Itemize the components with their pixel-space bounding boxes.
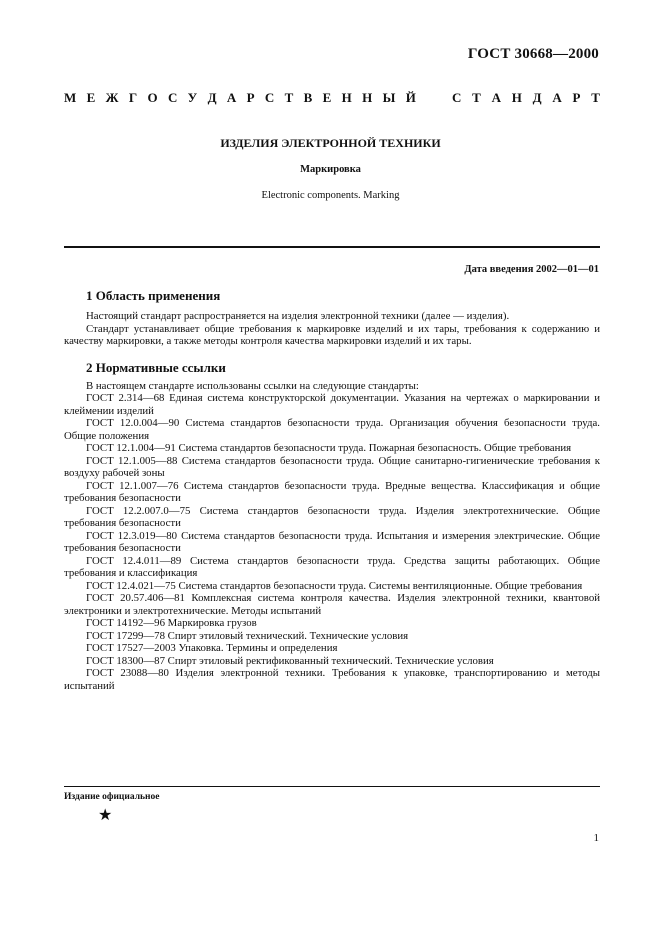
paragraph: Настоящий стандарт распространяется на изделия электронной техники (далее — изделия). <box>86 310 510 322</box>
standard-type-letter: Т <box>591 90 600 105</box>
introduction-date: Дата введения 2002—01—01 <box>464 264 599 275</box>
document-body <box>64 288 600 692</box>
document-number: ГОСТ 30668—2000 <box>467 46 599 62</box>
standard-type-letter: Ж <box>105 90 119 105</box>
standard-type-letter: Р <box>246 90 255 105</box>
standard-type-letter: У <box>187 90 198 105</box>
official-edition-label: Издание официальное <box>64 792 160 802</box>
reference-item: ГОСТ 12.3.019—80 Система стандартов безопасности труда. Испытания и измерения электрические. Общие требования безопасности <box>64 529 600 554</box>
reference-item: ГОСТ 18300—87 Спирт этиловый ректификованный технический. Технические условия <box>86 654 494 667</box>
standard-type-letter: Н <box>362 90 373 105</box>
standard-type-letter: С <box>167 90 178 105</box>
standard-type-letter: В <box>303 90 313 105</box>
reference-item: ГОСТ 12.0.004—90 Система стандартов безопасности труда. Организация обучения безопасности труда. Общие положения <box>64 417 600 442</box>
document-subtitle: Маркировка <box>300 164 361 175</box>
standard-type-letter: А <box>226 90 237 105</box>
standard-type-word-standard <box>452 90 600 106</box>
standard-type-letter: А <box>491 90 501 105</box>
standard-type-letter: Й <box>405 90 416 105</box>
standard-type-letter: Ы <box>382 90 396 105</box>
reference-item: ГОСТ 12.1.004—91 Система стандартов безопасности труда. Пожарная безопасность. Общие требования <box>86 442 572 454</box>
reference-item: ГОСТ 12.4.021—75 Система стандартов безопасности труда. Системы вентиляционные. Общие требования <box>86 579 583 592</box>
paragraph: Стандарт устанавливает общие требования к маркировке изделий и их тары, требования к содержанию и качеству маркировки, а также методы контроля качества маркировки изделий и их тары. <box>64 322 600 347</box>
reference-item: ГОСТ 20.57.406—81 Комплексная система контроля качества. Изделия электронной техники, квантовой электроники и электротехнические. Методы испытаний <box>64 592 600 617</box>
standard-type-letter: Д <box>532 90 542 105</box>
reference-item: ГОСТ 17299—78 Спирт этиловый технический. Технические условия <box>86 629 409 642</box>
reference-item: ГОСТ 23088—80 Изделия электронной техники. Требования к упаковке, транспортированию и методы испытаний <box>64 667 600 692</box>
page-number: 1 <box>593 832 599 844</box>
standard-type-letter: Д <box>207 90 217 105</box>
standard-type-letter: Т <box>284 90 294 105</box>
reference-item: ГОСТ 17527—2003 Упаковка. Термины и определения <box>86 642 338 654</box>
paragraph: В настоящем стандарте использованы ссылки на следующие стандарты: <box>86 379 419 392</box>
standard-type-letter: Р <box>572 90 581 105</box>
standard-type-letter: А <box>552 90 562 105</box>
star-icon: ★ <box>98 807 113 824</box>
header-divider <box>64 246 600 248</box>
reference-item: ГОСТ 12.4.011—89 Система стандартов безопасности труда. Средства защиты работающих. Общие требования и классификация <box>64 554 600 579</box>
standard-type-word-interstate <box>64 90 416 106</box>
standard-type-letter: С <box>264 90 275 105</box>
section-normative-references <box>64 360 600 693</box>
standard-type-letter: С <box>452 90 462 105</box>
document-title: ИЗДЕЛИЯ ЭЛЕКТРОННОЙ ТЕХНИКИ <box>220 136 441 150</box>
reference-item: ГОСТ 12.2.007.0—75 Система стандартов безопасности труда. Изделия электротехнические. Общие требования безопасности <box>64 504 600 529</box>
standard-type-letter: Е <box>86 90 96 105</box>
standard-type-letter: Е <box>322 90 332 105</box>
standard-type-heading <box>64 90 600 106</box>
document-title-english: Electronic components. Marking <box>261 190 400 201</box>
section-heading: 2 Нормативные ссылки <box>86 359 226 375</box>
standard-type-letter: Н <box>341 90 352 105</box>
standard-type-letter: Т <box>472 90 481 105</box>
standard-type-letter: О <box>147 90 158 105</box>
section-heading: 1 Область применения <box>86 288 221 303</box>
reference-item: ГОСТ 12.1.007—76 Система стандартов безопасности труда. Вредные вещества. Классификация и общие требования безопасности <box>64 479 600 504</box>
reference-item: ГОСТ 12.1.005—88 Система стандартов безопасности труда. Общие санитарно-гигиенические требования к воздуху рабочей зоны <box>64 454 600 479</box>
footer-divider <box>64 786 600 787</box>
reference-item: ГОСТ 2.314—68 Единая система конструкторской документации. Указания на чертежах о маркировании и клеймении изделий <box>64 392 600 417</box>
reference-item: ГОСТ 14192—96 Маркировка грузов <box>86 617 257 629</box>
section-scope <box>64 288 600 348</box>
standard-type-letter: М <box>64 90 77 105</box>
standard-type-letter: Н <box>511 90 522 105</box>
standard-type-letter: Г <box>128 90 138 105</box>
